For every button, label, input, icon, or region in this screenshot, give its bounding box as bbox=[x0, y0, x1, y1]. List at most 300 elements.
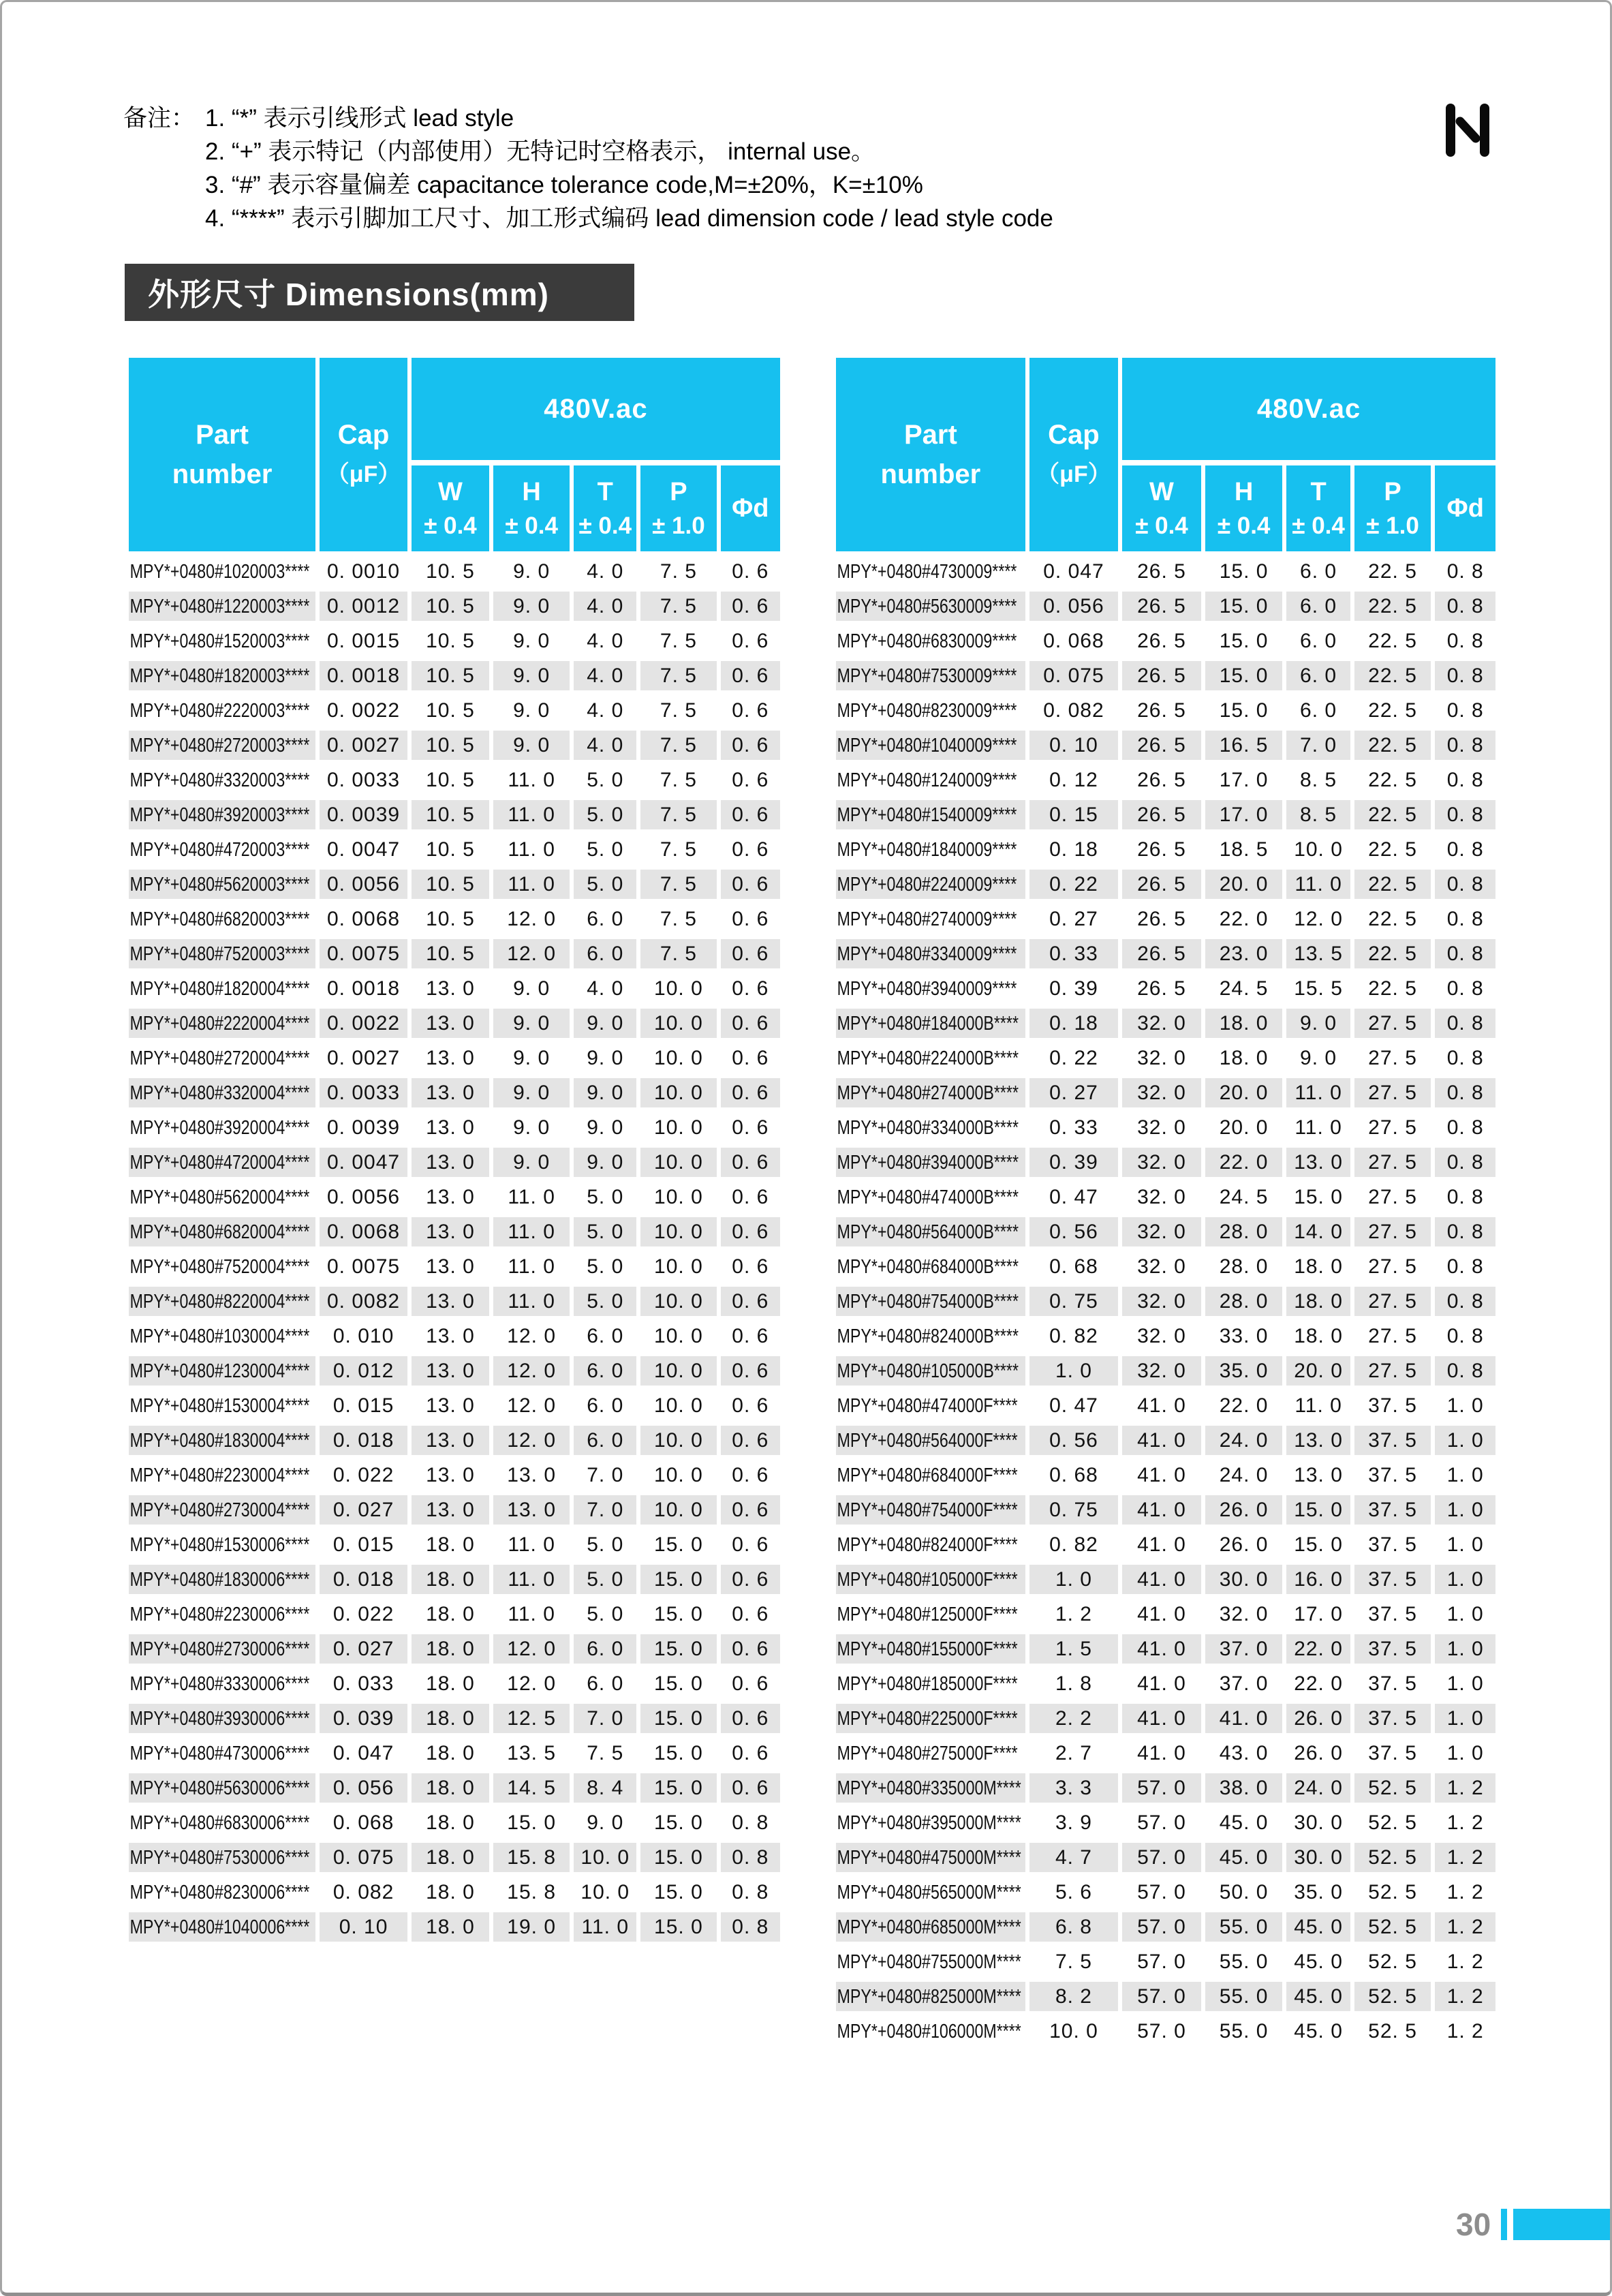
table-row bbox=[129, 1426, 780, 1455]
h-value-cell: 11. 0 bbox=[493, 1565, 570, 1594]
diameter-value-cell: 0. 8 bbox=[1435, 1148, 1495, 1177]
t-value-cell: 6. 0 bbox=[574, 939, 636, 968]
h-value-cell: 12. 0 bbox=[493, 1356, 570, 1386]
cap-value-cell: 0. 18 bbox=[1029, 835, 1118, 864]
w-value-cell: 41. 0 bbox=[1122, 1530, 1201, 1559]
w-value-cell: 32. 0 bbox=[1122, 1113, 1201, 1142]
table-row bbox=[836, 1356, 1495, 1386]
diameter-value-cell: 1. 2 bbox=[1435, 1773, 1495, 1803]
t-value-cell: 9. 0 bbox=[574, 1808, 636, 1837]
t-value-cell: 8. 5 bbox=[1286, 800, 1350, 829]
table-row bbox=[836, 1565, 1495, 1594]
w-value-cell: 26. 5 bbox=[1122, 557, 1201, 586]
table-row bbox=[836, 1599, 1495, 1629]
col-header-h: H ± 0.4 bbox=[1205, 465, 1283, 551]
p-value-cell: 22. 5 bbox=[1354, 939, 1431, 968]
w-value-cell: 32. 0 bbox=[1122, 1252, 1201, 1281]
t-value-cell: 6. 0 bbox=[574, 1356, 636, 1386]
cap-value-cell: 0. 0068 bbox=[320, 904, 407, 934]
cap-value-cell: 0. 47 bbox=[1029, 1182, 1118, 1212]
h-value-cell: 43. 0 bbox=[1205, 1739, 1283, 1768]
col-header-t: T ± 0.4 bbox=[1286, 465, 1350, 551]
cap-value-cell: 2. 7 bbox=[1029, 1739, 1118, 1768]
table-row bbox=[129, 731, 780, 760]
w-value-cell: 26. 5 bbox=[1122, 592, 1201, 621]
cap-value-cell: 0. 10 bbox=[1029, 731, 1118, 760]
table-row bbox=[836, 1982, 1495, 2011]
p-value-cell: 7. 5 bbox=[640, 939, 716, 968]
table-row bbox=[129, 1182, 780, 1212]
h-value-cell: 22. 0 bbox=[1205, 1148, 1283, 1177]
part-number-cell: MPY*+0480#475000M**** bbox=[836, 1843, 1025, 1872]
cap-value-cell: 0. 018 bbox=[320, 1565, 407, 1594]
cap-value-cell: 1. 0 bbox=[1029, 1356, 1118, 1386]
t-value-cell: 10. 0 bbox=[574, 1878, 636, 1907]
h-value-cell: 19. 0 bbox=[493, 1912, 570, 1942]
h-value-cell: 24. 5 bbox=[1205, 1182, 1283, 1212]
table-row bbox=[836, 870, 1495, 899]
p-value-cell: 10. 0 bbox=[640, 974, 716, 1003]
diameter-value-cell: 0. 8 bbox=[1435, 1321, 1495, 1351]
h-value-cell: 26. 0 bbox=[1205, 1495, 1283, 1525]
table-row bbox=[836, 661, 1495, 690]
h-value-cell: 38. 0 bbox=[1205, 1773, 1283, 1803]
table-row bbox=[836, 731, 1495, 760]
w-value-cell: 57. 0 bbox=[1122, 1878, 1201, 1907]
t-value-cell: 4. 0 bbox=[574, 974, 636, 1003]
h-value-cell: 45. 0 bbox=[1205, 1843, 1283, 1872]
w-value-cell: 10. 5 bbox=[412, 800, 489, 829]
table-row bbox=[129, 835, 780, 864]
diameter-value-cell: 0. 8 bbox=[1435, 1113, 1495, 1142]
cap-value-cell: 0. 075 bbox=[320, 1843, 407, 1872]
t-value-cell: 45. 0 bbox=[1286, 2017, 1350, 2046]
p-value-cell: 22. 5 bbox=[1354, 800, 1431, 829]
cap-value-cell: 0. 027 bbox=[320, 1634, 407, 1664]
w-value-cell: 13. 0 bbox=[412, 1356, 489, 1386]
cap-value-cell: 0. 039 bbox=[320, 1704, 407, 1733]
diameter-value-cell: 1. 2 bbox=[1435, 2017, 1495, 2046]
cap-value-cell: 8. 2 bbox=[1029, 1982, 1118, 2011]
part-number-cell: MPY*+0480#1540009**** bbox=[836, 800, 1025, 829]
diameter-value-cell: 0. 6 bbox=[721, 1773, 780, 1803]
col-header-w: W ± 0.4 bbox=[1122, 465, 1201, 551]
table-row bbox=[836, 939, 1495, 968]
table-row bbox=[129, 592, 780, 621]
t-value-cell: 5. 0 bbox=[574, 765, 636, 795]
cap-value-cell: 0. 39 bbox=[1029, 974, 1118, 1003]
note-text: 1. “*” 表示引线形式 lead style bbox=[205, 105, 514, 132]
t-value-cell: 26. 0 bbox=[1286, 1739, 1350, 1768]
diameter-value-cell: 1. 2 bbox=[1435, 1878, 1495, 1907]
w-value-cell: 10. 5 bbox=[412, 661, 489, 690]
t-value-cell: 5. 0 bbox=[574, 1217, 636, 1246]
cap-value-cell: 0. 015 bbox=[320, 1391, 407, 1420]
part-number-cell: MPY*+0480#824000F**** bbox=[836, 1530, 1025, 1559]
part-number-cell: MPY*+0480#3320004**** bbox=[129, 1078, 315, 1107]
p-value-cell: 10. 0 bbox=[640, 1287, 716, 1316]
part-number-cell: MPY*+0480#185000F**** bbox=[836, 1669, 1025, 1698]
table-row bbox=[836, 974, 1495, 1003]
part-number-cell: MPY*+0480#1020003**** bbox=[129, 557, 315, 586]
part-number-cell: MPY*+0480#1820003**** bbox=[129, 661, 315, 690]
diameter-value-cell: 0. 6 bbox=[721, 1495, 780, 1525]
part-number-cell: MPY*+0480#275000F**** bbox=[836, 1739, 1025, 1768]
cap-value-cell: 0. 68 bbox=[1029, 1252, 1118, 1281]
t-value-cell: 11. 0 bbox=[1286, 1078, 1350, 1107]
part-number-cell: MPY*+0480#6820003**** bbox=[129, 904, 315, 934]
h-value-cell: 55. 0 bbox=[1205, 2017, 1283, 2046]
diameter-value-cell: 1. 0 bbox=[1435, 1704, 1495, 1733]
h-value-cell: 15. 0 bbox=[1205, 696, 1283, 725]
cap-value-cell: 0. 22 bbox=[1029, 1043, 1118, 1073]
col-header-voltage: 480V.ac bbox=[412, 358, 780, 460]
diameter-value-cell: 1. 2 bbox=[1435, 1947, 1495, 1976]
part-number-cell: MPY*+0480#824000B**** bbox=[836, 1321, 1025, 1351]
note-line bbox=[123, 202, 1053, 235]
cap-value-cell: 0. 22 bbox=[1029, 870, 1118, 899]
diameter-value-cell: 0. 6 bbox=[721, 1078, 780, 1107]
diameter-value-cell: 0. 8 bbox=[1435, 557, 1495, 586]
t-value-cell: 22. 0 bbox=[1286, 1669, 1350, 1698]
h-value-cell: 15. 0 bbox=[1205, 661, 1283, 690]
cap-value-cell: 0. 47 bbox=[1029, 1391, 1118, 1420]
cap-value-cell: 0. 18 bbox=[1029, 1009, 1118, 1038]
p-value-cell: 22. 5 bbox=[1354, 626, 1431, 656]
diameter-value-cell: 0. 6 bbox=[721, 731, 780, 760]
cap-value-cell: 0. 068 bbox=[320, 1808, 407, 1837]
diameter-value-cell: 1. 2 bbox=[1435, 1982, 1495, 2011]
w-value-cell: 57. 0 bbox=[1122, 1843, 1201, 1872]
table-row bbox=[129, 1739, 780, 1768]
col-header-diameter: Φd bbox=[721, 465, 780, 551]
table-row bbox=[129, 1287, 780, 1316]
p-value-cell: 7. 5 bbox=[640, 835, 716, 864]
part-number-cell: MPY*+0480#1240009**** bbox=[836, 765, 1025, 795]
note-line bbox=[123, 135, 1053, 168]
cap-value-cell: 0. 047 bbox=[1029, 557, 1118, 586]
part-number-cell: MPY*+0480#8220004**** bbox=[129, 1287, 315, 1316]
part-number-cell: MPY*+0480#4720004**** bbox=[129, 1148, 315, 1177]
table-row bbox=[836, 557, 1495, 586]
table-row bbox=[836, 1739, 1495, 1768]
t-value-cell: 13. 0 bbox=[1286, 1460, 1350, 1490]
cap-value-cell: 0. 12 bbox=[1029, 765, 1118, 795]
h-value-cell: 16. 5 bbox=[1205, 731, 1283, 760]
table-row bbox=[836, 1878, 1495, 1907]
w-value-cell: 10. 5 bbox=[412, 592, 489, 621]
part-number-cell: MPY*+0480#225000F**** bbox=[836, 1704, 1025, 1733]
part-number-cell: MPY*+0480#7530009**** bbox=[836, 661, 1025, 690]
t-value-cell: 18. 0 bbox=[1286, 1287, 1350, 1316]
t-value-cell: 6. 0 bbox=[574, 1426, 636, 1455]
p-value-cell: 10. 0 bbox=[640, 1078, 716, 1107]
t-value-cell: 7. 5 bbox=[574, 1739, 636, 1768]
part-number-cell: MPY*+0480#754000B**** bbox=[836, 1287, 1025, 1316]
w-value-cell: 57. 0 bbox=[1122, 1773, 1201, 1803]
part-number-cell: MPY*+0480#5630009**** bbox=[836, 592, 1025, 621]
w-value-cell: 10. 5 bbox=[412, 626, 489, 656]
diameter-value-cell: 0. 6 bbox=[721, 1739, 780, 1768]
h-value-cell: 12. 0 bbox=[493, 904, 570, 934]
h-value-cell: 41. 0 bbox=[1205, 1704, 1283, 1733]
col-header-p: P ± 1.0 bbox=[1354, 465, 1431, 551]
t-value-cell: 6. 0 bbox=[1286, 696, 1350, 725]
table-row bbox=[129, 1634, 780, 1664]
p-value-cell: 37. 5 bbox=[1354, 1530, 1431, 1559]
p-value-cell: 27. 5 bbox=[1354, 1356, 1431, 1386]
part-number-cell: MPY*+0480#7520003**** bbox=[129, 939, 315, 968]
p-value-cell: 7. 5 bbox=[640, 696, 716, 725]
p-value-cell: 27. 5 bbox=[1354, 1252, 1431, 1281]
h-value-cell: 55. 0 bbox=[1205, 1982, 1283, 2011]
diameter-value-cell: 0. 8 bbox=[1435, 731, 1495, 760]
p-value-cell: 10. 0 bbox=[640, 1252, 716, 1281]
t-value-cell: 8. 4 bbox=[574, 1773, 636, 1803]
w-value-cell: 41. 0 bbox=[1122, 1599, 1201, 1629]
table-row bbox=[129, 870, 780, 899]
w-value-cell: 26. 5 bbox=[1122, 626, 1201, 656]
w-value-cell: 32. 0 bbox=[1122, 1182, 1201, 1212]
w-value-cell: 32. 0 bbox=[1122, 1043, 1201, 1073]
diameter-value-cell: 1. 0 bbox=[1435, 1391, 1495, 1420]
diameter-value-cell: 0. 6 bbox=[721, 1426, 780, 1455]
table-row bbox=[129, 765, 780, 795]
h-value-cell: 11. 0 bbox=[493, 1252, 570, 1281]
t-value-cell: 5. 0 bbox=[574, 835, 636, 864]
table-row bbox=[836, 696, 1495, 725]
h-value-cell: 17. 0 bbox=[1205, 800, 1283, 829]
h-value-cell: 11. 0 bbox=[493, 800, 570, 829]
part-number-cell: MPY*+0480#2720004**** bbox=[129, 1043, 315, 1073]
t-value-cell: 9. 0 bbox=[574, 1113, 636, 1142]
w-value-cell: 57. 0 bbox=[1122, 1808, 1201, 1837]
cap-value-cell: 0. 0027 bbox=[320, 1043, 407, 1073]
part-number-cell: MPY*+0480#474000B**** bbox=[836, 1182, 1025, 1212]
diameter-value-cell: 0. 6 bbox=[721, 1634, 780, 1664]
w-value-cell: 13. 0 bbox=[412, 1391, 489, 1420]
diameter-value-cell: 0. 8 bbox=[1435, 1182, 1495, 1212]
table-row bbox=[836, 1078, 1495, 1107]
p-value-cell: 10. 0 bbox=[640, 1321, 716, 1351]
w-value-cell: 18. 0 bbox=[412, 1808, 489, 1837]
w-value-cell: 57. 0 bbox=[1122, 1912, 1201, 1942]
table-row bbox=[129, 1704, 780, 1733]
table-row bbox=[129, 1252, 780, 1281]
table-row bbox=[129, 1773, 780, 1803]
cap-value-cell: 0. 0022 bbox=[320, 696, 407, 725]
diameter-value-cell: 0. 8 bbox=[1435, 939, 1495, 968]
p-value-cell: 7. 5 bbox=[640, 870, 716, 899]
cap-value-cell: 7. 5 bbox=[1029, 1947, 1118, 1976]
diameter-value-cell: 0. 8 bbox=[1435, 1078, 1495, 1107]
part-number-cell: MPY*+0480#105000B**** bbox=[836, 1356, 1025, 1386]
table-row bbox=[836, 1321, 1495, 1351]
cap-value-cell: 0. 022 bbox=[320, 1460, 407, 1490]
table-row bbox=[129, 904, 780, 934]
h-value-cell: 11. 0 bbox=[493, 835, 570, 864]
h-value-cell: 18. 0 bbox=[1205, 1043, 1283, 1073]
diameter-value-cell: 0. 8 bbox=[1435, 1043, 1495, 1073]
w-value-cell: 41. 0 bbox=[1122, 1739, 1201, 1768]
diameter-value-cell: 0. 8 bbox=[721, 1878, 780, 1907]
part-number-cell: MPY*+0480#4720003**** bbox=[129, 835, 315, 864]
t-value-cell: 7. 0 bbox=[574, 1460, 636, 1490]
diameter-value-cell: 1. 0 bbox=[1435, 1565, 1495, 1594]
diameter-value-cell: 0. 8 bbox=[1435, 765, 1495, 795]
h-value-cell: 15. 0 bbox=[1205, 626, 1283, 656]
p-value-cell: 15. 0 bbox=[640, 1704, 716, 1733]
cap-value-cell: 1. 5 bbox=[1029, 1634, 1118, 1664]
w-value-cell: 41. 0 bbox=[1122, 1634, 1201, 1664]
note-text: 2. “+” 表示特记（内部使用）无特记时空格表示， internal use。 bbox=[205, 138, 875, 165]
part-number-cell: MPY*+0480#6820004**** bbox=[129, 1217, 315, 1246]
t-value-cell: 22. 0 bbox=[1286, 1634, 1350, 1664]
t-value-cell: 5. 0 bbox=[574, 1287, 636, 1316]
part-number-cell: MPY*+0480#755000M**** bbox=[836, 1947, 1025, 1976]
diameter-value-cell: 1. 0 bbox=[1435, 1669, 1495, 1698]
w-value-cell: 18. 0 bbox=[412, 1634, 489, 1664]
p-value-cell: 22. 5 bbox=[1354, 835, 1431, 864]
t-value-cell: 9. 0 bbox=[574, 1043, 636, 1073]
p-value-cell: 37. 5 bbox=[1354, 1669, 1431, 1698]
diameter-value-cell: 0. 8 bbox=[1435, 1287, 1495, 1316]
table-row bbox=[129, 626, 780, 656]
t-value-cell: 13. 5 bbox=[1286, 939, 1350, 968]
table-row bbox=[836, 2017, 1495, 2046]
diameter-value-cell: 0. 8 bbox=[721, 1808, 780, 1837]
part-number-cell: MPY*+0480#1220003**** bbox=[129, 592, 315, 621]
table-row bbox=[836, 1426, 1495, 1455]
h-value-cell: 12. 5 bbox=[493, 1704, 570, 1733]
w-value-cell: 18. 0 bbox=[412, 1599, 489, 1629]
table-row bbox=[836, 1113, 1495, 1142]
part-number-cell: MPY*+0480#155000F**** bbox=[836, 1634, 1025, 1664]
notes-block bbox=[123, 102, 1053, 235]
col-header-voltage: 480V.ac bbox=[1122, 358, 1495, 460]
diameter-value-cell: 0. 6 bbox=[721, 1009, 780, 1038]
part-number-cell: MPY*+0480#1030004**** bbox=[129, 1321, 315, 1351]
h-value-cell: 11. 0 bbox=[493, 1530, 570, 1559]
p-value-cell: 10. 0 bbox=[640, 1009, 716, 1038]
t-value-cell: 4. 0 bbox=[574, 592, 636, 621]
p-value-cell: 15. 0 bbox=[640, 1843, 716, 1872]
w-value-cell: 13. 0 bbox=[412, 1182, 489, 1212]
t-value-cell: 9. 0 bbox=[574, 1078, 636, 1107]
h-value-cell: 11. 0 bbox=[493, 870, 570, 899]
w-value-cell: 18. 0 bbox=[412, 1739, 489, 1768]
diameter-value-cell: 0. 6 bbox=[721, 1356, 780, 1386]
col-header-part-number: Part number bbox=[129, 358, 315, 551]
diameter-value-cell: 0. 8 bbox=[1435, 835, 1495, 864]
p-value-cell: 7. 5 bbox=[640, 626, 716, 656]
p-value-cell: 22. 5 bbox=[1354, 731, 1431, 760]
diameter-value-cell: 0. 6 bbox=[721, 1148, 780, 1177]
cap-value-cell: 0. 75 bbox=[1029, 1495, 1118, 1525]
diameter-value-cell: 0. 6 bbox=[721, 626, 780, 656]
page-footer bbox=[1456, 2206, 1610, 2243]
t-value-cell: 15. 0 bbox=[1286, 1495, 1350, 1525]
p-value-cell: 37. 5 bbox=[1354, 1460, 1431, 1490]
col-header-t: T ± 0.4 bbox=[574, 465, 636, 551]
table-body-right bbox=[836, 557, 1495, 2046]
p-value-cell: 7. 5 bbox=[640, 661, 716, 690]
cap-value-cell: 0. 0027 bbox=[320, 731, 407, 760]
part-number-cell: MPY*+0480#184000B**** bbox=[836, 1009, 1025, 1038]
h-value-cell: 9. 0 bbox=[493, 974, 570, 1003]
w-value-cell: 10. 5 bbox=[412, 835, 489, 864]
t-value-cell: 15. 0 bbox=[1286, 1182, 1350, 1212]
h-value-cell: 12. 0 bbox=[493, 1321, 570, 1351]
diameter-value-cell: 0. 8 bbox=[1435, 1356, 1495, 1386]
part-number-cell: MPY*+0480#395000M**** bbox=[836, 1808, 1025, 1837]
h-value-cell: 23. 0 bbox=[1205, 939, 1283, 968]
diameter-value-cell: 0. 8 bbox=[1435, 696, 1495, 725]
part-number-cell: MPY*+0480#3940009**** bbox=[836, 974, 1025, 1003]
p-value-cell: 10. 0 bbox=[640, 1043, 716, 1073]
part-number-cell: MPY*+0480#3920003**** bbox=[129, 800, 315, 829]
diameter-value-cell: 0. 8 bbox=[1435, 974, 1495, 1003]
cap-value-cell: 0. 0056 bbox=[320, 870, 407, 899]
diameter-value-cell: 1. 0 bbox=[1435, 1599, 1495, 1629]
p-value-cell: 22. 5 bbox=[1354, 904, 1431, 934]
note-text: 3. “#” 表示容量偏差 capacitance tolerance code,M=±20%，K=±10% bbox=[205, 172, 923, 198]
part-number-cell: MPY*+0480#3330006**** bbox=[129, 1669, 315, 1698]
table-row bbox=[836, 1947, 1495, 1976]
w-value-cell: 32. 0 bbox=[1122, 1148, 1201, 1177]
part-number-cell: MPY*+0480#1830004**** bbox=[129, 1426, 315, 1455]
table-row bbox=[836, 1182, 1495, 1212]
p-value-cell: 37. 5 bbox=[1354, 1739, 1431, 1768]
h-value-cell: 32. 0 bbox=[1205, 1599, 1283, 1629]
p-value-cell: 37. 5 bbox=[1354, 1634, 1431, 1664]
part-number-cell: MPY*+0480#3920004**** bbox=[129, 1113, 315, 1142]
p-value-cell: 27. 5 bbox=[1354, 1182, 1431, 1212]
table-row bbox=[129, 696, 780, 725]
p-value-cell: 7. 5 bbox=[640, 731, 716, 760]
p-value-cell: 27. 5 bbox=[1354, 1148, 1431, 1177]
col-header-p: P ± 1.0 bbox=[640, 465, 716, 551]
part-number-cell: MPY*+0480#5630006**** bbox=[129, 1773, 315, 1803]
table-row bbox=[836, 904, 1495, 934]
cap-value-cell: 6. 8 bbox=[1029, 1912, 1118, 1942]
h-value-cell: 9. 0 bbox=[493, 592, 570, 621]
p-value-cell: 10. 0 bbox=[640, 1217, 716, 1246]
h-value-cell: 15. 0 bbox=[493, 1808, 570, 1837]
h-value-cell: 37. 0 bbox=[1205, 1669, 1283, 1698]
h-value-cell: 37. 0 bbox=[1205, 1634, 1283, 1664]
t-value-cell: 9. 0 bbox=[574, 1009, 636, 1038]
diameter-value-cell: 1. 0 bbox=[1435, 1739, 1495, 1768]
h-value-cell: 22. 0 bbox=[1205, 904, 1283, 934]
part-number-cell: MPY*+0480#5620003**** bbox=[129, 870, 315, 899]
part-number-cell: MPY*+0480#754000F**** bbox=[836, 1495, 1025, 1525]
part-number-cell: MPY*+0480#106000M**** bbox=[836, 2017, 1025, 2046]
p-value-cell: 22. 5 bbox=[1354, 661, 1431, 690]
table-row bbox=[129, 1878, 780, 1907]
table-row bbox=[129, 1495, 780, 1525]
h-value-cell: 28. 0 bbox=[1205, 1287, 1283, 1316]
part-number-cell: MPY*+0480#4730009**** bbox=[836, 557, 1025, 586]
cap-value-cell: 0. 082 bbox=[320, 1878, 407, 1907]
w-value-cell: 41. 0 bbox=[1122, 1704, 1201, 1733]
h-value-cell: 18. 5 bbox=[1205, 835, 1283, 864]
table-row bbox=[836, 1843, 1495, 1872]
w-value-cell: 13. 0 bbox=[412, 1148, 489, 1177]
cap-value-cell: 0. 10 bbox=[320, 1912, 407, 1942]
t-value-cell: 6. 0 bbox=[1286, 661, 1350, 690]
p-value-cell: 15. 0 bbox=[640, 1878, 716, 1907]
